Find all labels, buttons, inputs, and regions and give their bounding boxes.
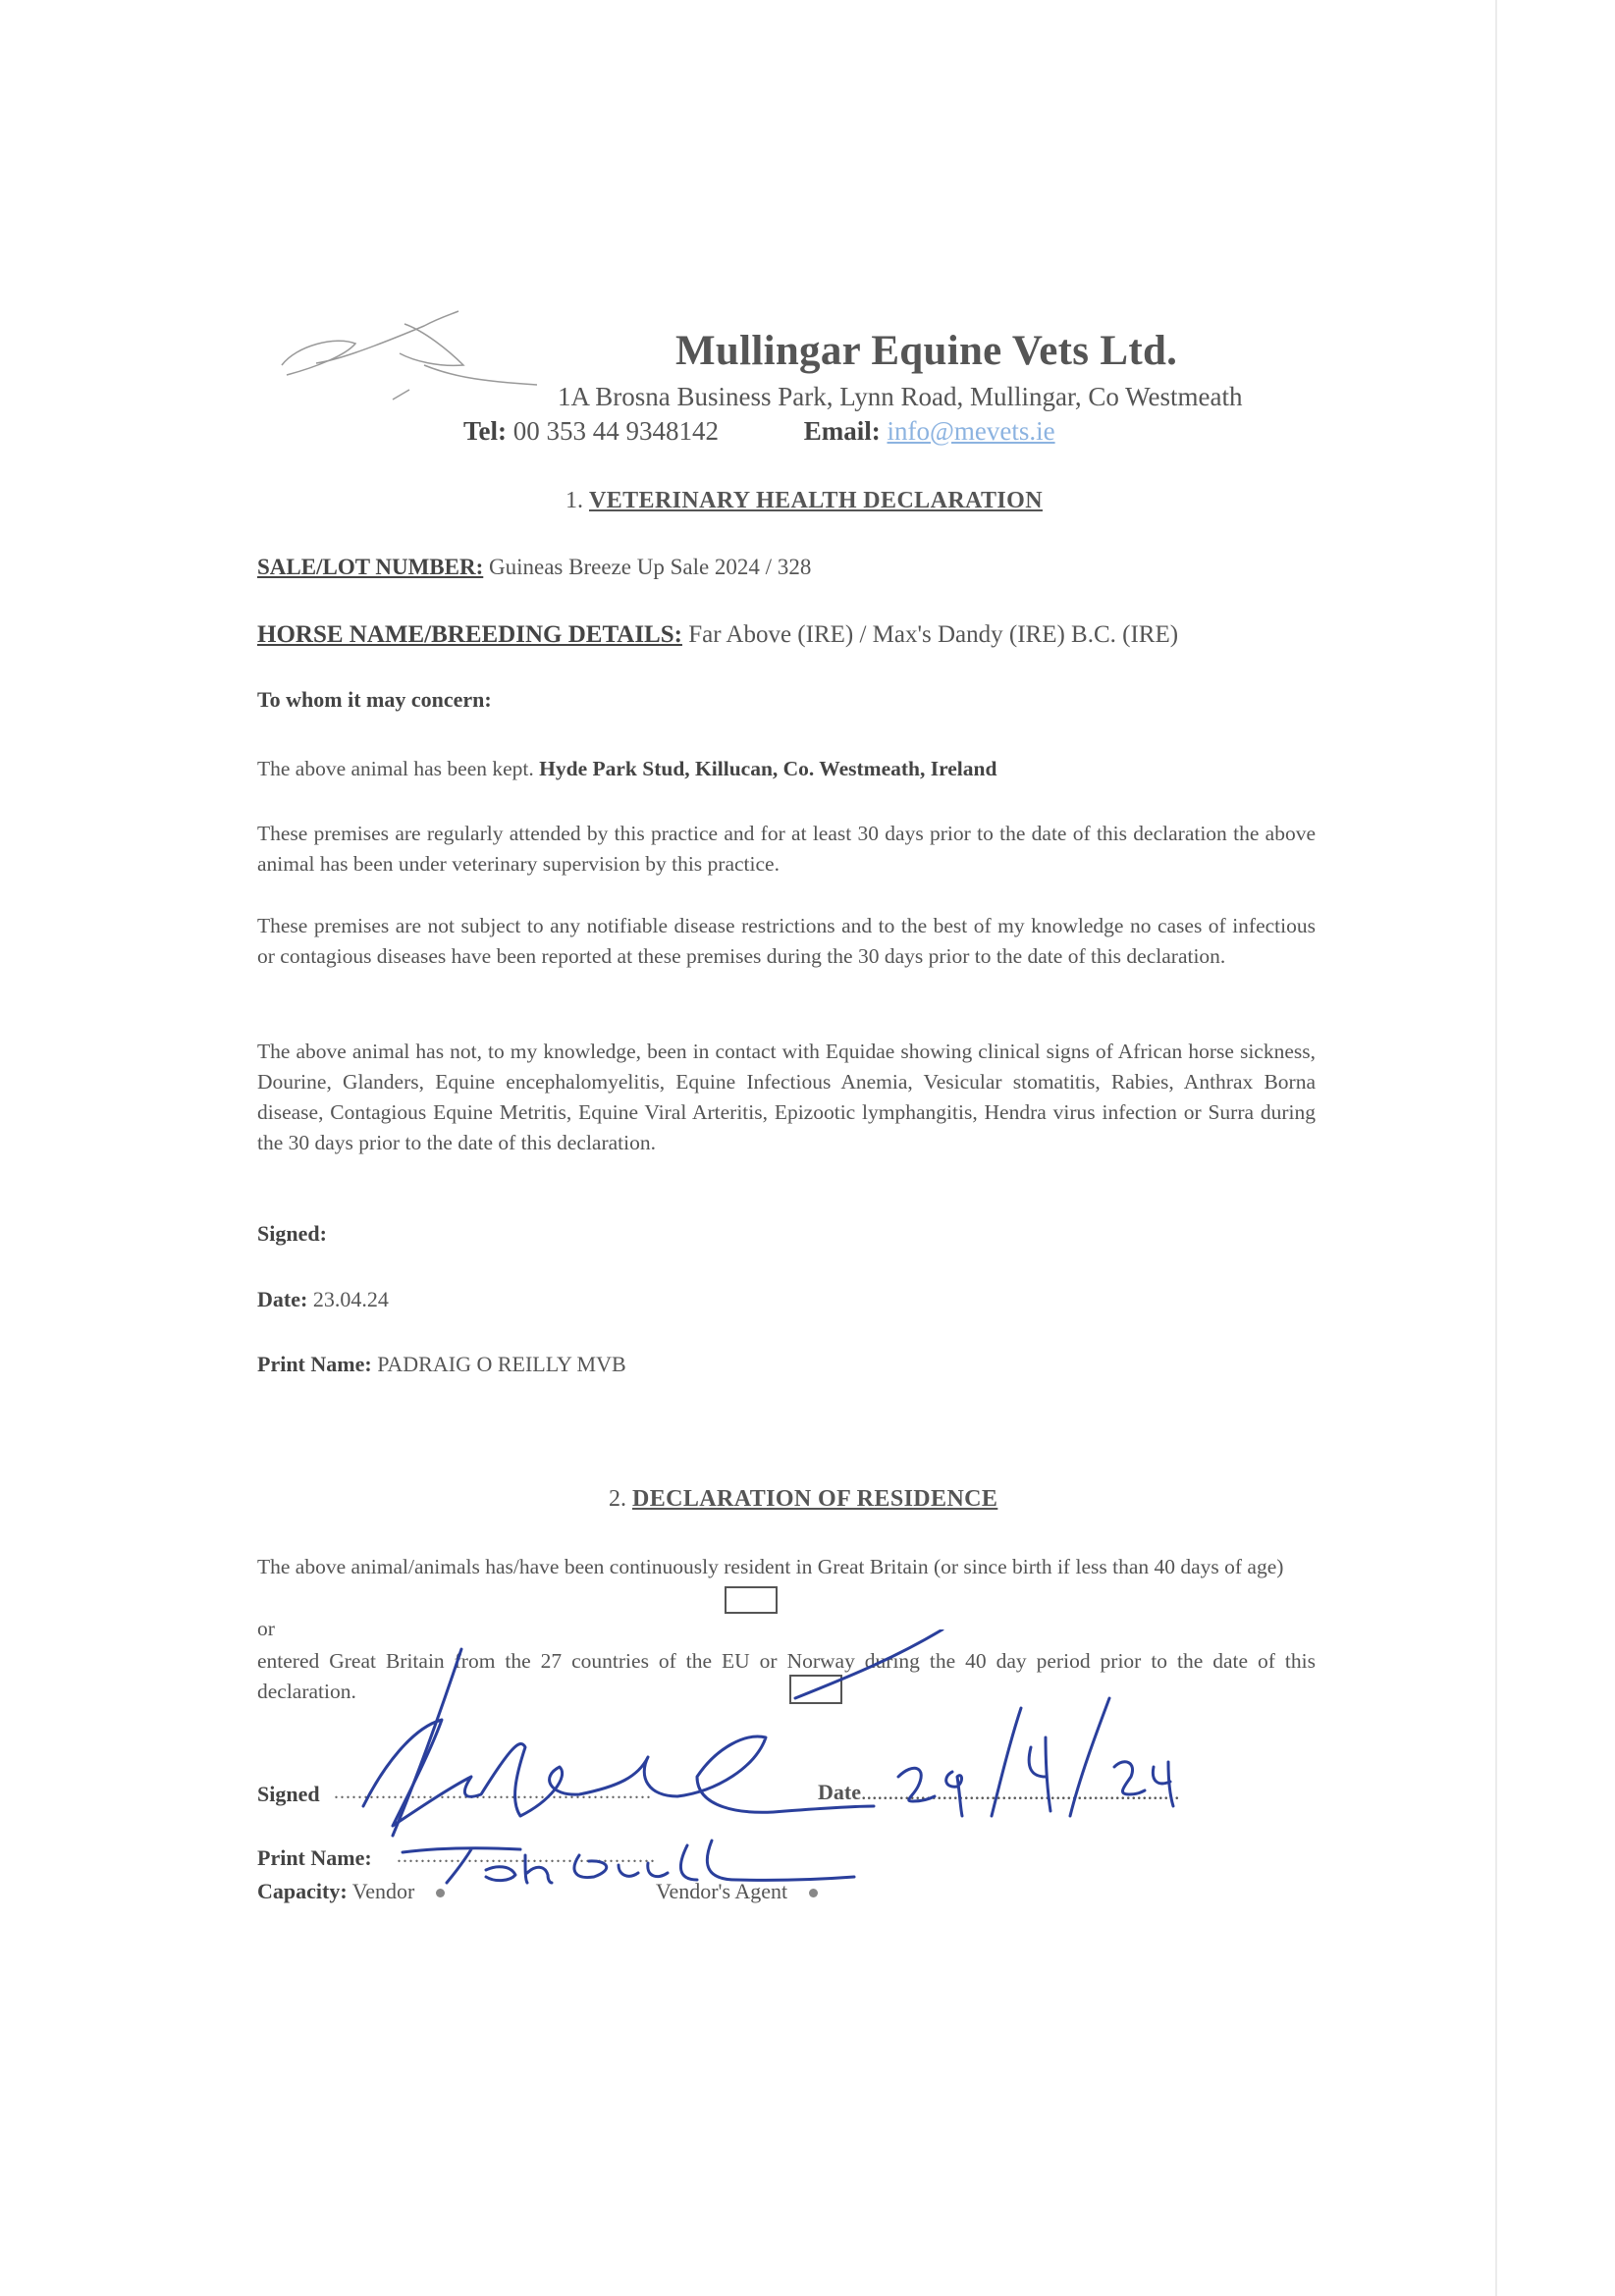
horse-details-value: Far Above (IRE) / Max's Dandy (IRE) B.C. (IRE) [688, 621, 1179, 648]
tel-value: 00 353 44 9348142 [512, 416, 720, 446]
resident-checkbox[interactable] [725, 1586, 778, 1614]
vet-date-value: 23.04.24 [312, 1287, 389, 1311]
greeting: To whom it may concern: [257, 687, 492, 712]
section1-number: 1. [565, 488, 583, 513]
sale-lot-value: Guineas Breeze Up Sale 2024 / 328 [489, 555, 812, 579]
section2-number: 2. [609, 1486, 626, 1512]
vet-signed-field [257, 1221, 327, 1247]
handwritten-signature-overlay [324, 1629, 1208, 1885]
kept-prefix: The above animal has been kept. [257, 757, 534, 780]
kept-statement [257, 754, 1316, 784]
horse-logo-icon [277, 306, 540, 404]
declaration-paragraph-2: These premises are not subject to any notifiable disease restrictions and to the best of my knowledge no cases of infectious or contagious diseases have been reported at these premises during the 30 days prior to the date of this declaration. [257, 914, 1316, 968]
vendor-bullet-icon[interactable] [436, 1889, 445, 1897]
section2-heading [609, 1486, 997, 1513]
capacity-vendor-option: Vendor [351, 1879, 415, 1903]
agent-bullet-icon[interactable] [809, 1889, 818, 1897]
vet-date-label: Date: [257, 1287, 308, 1311]
vendor-signed-label: Signed [257, 1782, 320, 1806]
tel-label: Tel: [463, 416, 508, 446]
vet-signed-label: Signed: [257, 1221, 327, 1246]
section1-title: VETERINARY HEALTH DECLARATION [589, 488, 1043, 513]
horse-details-label: HORSE NAME/BREEDING DETAILS: [257, 621, 682, 648]
capacity-label: Capacity: [257, 1879, 348, 1903]
vendor-print-name-dots: ............................................ [397, 1845, 656, 1867]
residence-statement: The above animal/animals has/have been continuously resident in Great Britain (or since birth if less than 40 days of age) [257, 1555, 1284, 1578]
entered-statement: entered Great Britain from the 27 countries of the EU or Norway during the 40 day period prior to the date of this declaration. [257, 1649, 1316, 1703]
vendor-signed-dots: ...................................................... [334, 1782, 652, 1803]
company-name: Mullingar Equine Vets Ltd. [675, 328, 1178, 374]
vendor-print-name-label: Print Name: [257, 1845, 372, 1870]
contact-line [463, 416, 1055, 447]
sale-lot-label: SALE/LOT NUMBER: [257, 555, 484, 579]
vet-print-name-field [257, 1352, 626, 1377]
horse-details-field [257, 621, 1178, 649]
capacity-agent-option: Vendor's Agent [656, 1879, 788, 1903]
vendor-date-dots: ........................................................... [860, 1780, 1180, 1804]
kept-place: Hyde Park Stud, Killucan, Co. Westmeath, Ireland [539, 757, 997, 780]
sale-lot-field [257, 555, 811, 580]
scan-edge-line [1495, 0, 1497, 2296]
vendor-signature-stroke [363, 1720, 874, 1826]
vet-print-name-label: Print Name: [257, 1352, 372, 1376]
vet-print-name-value: PADRAIG O REILLY MVB [377, 1352, 626, 1376]
handwritten-date-stroke [898, 1698, 1173, 1816]
section1-heading [565, 488, 1043, 514]
email-link[interactable]: info@mevets.ie [887, 416, 1055, 446]
section2-title: DECLARATION OF RESIDENCE [632, 1486, 998, 1512]
vendor-print-name-stroke [403, 1841, 854, 1883]
company-address: 1A Brosna Business Park, Lynn Road, Mullingar, Co Westmeath [558, 382, 1243, 411]
declaration-paragraph-1: These premises are regularly attended by this practice and for at least 30 days prior to the date of this declaration the above animal has been under veterinary supervision by this practice. [257, 822, 1316, 876]
email-label: Email: [803, 416, 881, 446]
declaration-paragraph-3: The above animal has not, to my knowledge, been in contact with Equidae showing clinical signs of African horse sickness, Dourine, Glanders, Equine encephalomyelitis, Equine Infectious Anemia, Vesicular stomatitis, Rabies, Anthrax Borna disease, Contagious Equine Metritis, Equine Viral Arteritis, Epizootic lymphangitis, Hendra virus infection or Surra during the 30 days prior to the date of this declaration. [257, 1040, 1316, 1154]
vet-date-field [257, 1287, 389, 1312]
or-text: or [257, 1617, 275, 1640]
checkmark-stroke-2 [795, 1629, 942, 1698]
vendor-date-label: Date [818, 1780, 861, 1804]
